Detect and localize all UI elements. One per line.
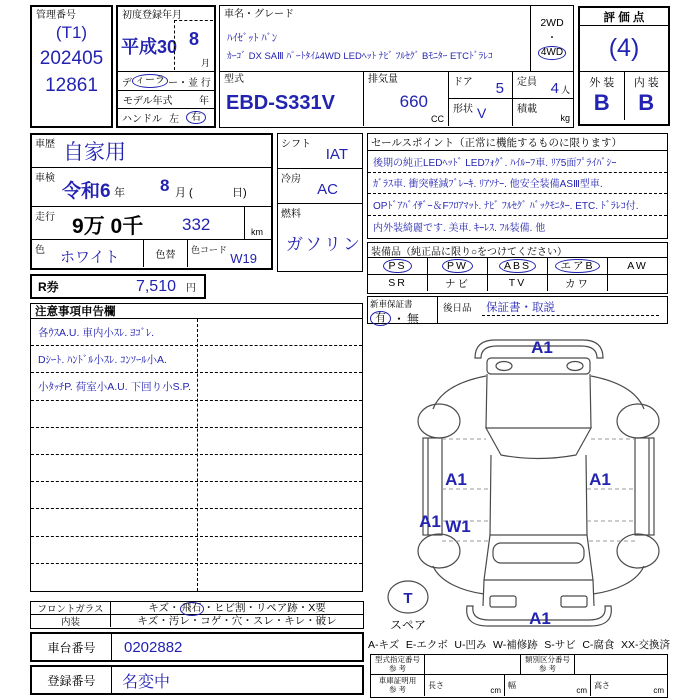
usage-label: 車歴 — [35, 138, 55, 150]
equip-ps-circled: PS — [383, 259, 411, 273]
spare-tire-label: スペア — [389, 618, 427, 632]
dealer-pre: デ — [122, 77, 132, 89]
color-code-value: W19 — [230, 251, 257, 266]
color-label: 色 — [35, 245, 45, 256]
classification-cell — [521, 655, 575, 674]
later-items-label: 後日品 — [443, 303, 472, 314]
exterior-grade-cell — [580, 72, 625, 120]
windshield-glass — [493, 543, 584, 563]
height-unit: cm — [653, 686, 664, 695]
chassis-number-value: 0202882 — [124, 638, 183, 656]
shape-cell — [449, 99, 512, 125]
model-year-label: モデル年式 — [123, 96, 173, 107]
vehicle-name-line1: ﾊｲｾﾞｯﾄ ﾊﾞﾝ — [227, 32, 278, 44]
damage-mark-rear-bumper: A1 — [531, 338, 553, 357]
first-registration-month: 8 — [188, 29, 199, 49]
garage-certificate-label: 車庫証明用 — [378, 676, 417, 685]
interior-grade: B — [638, 90, 655, 115]
history-box — [30, 133, 273, 270]
first-registration-box — [116, 5, 216, 128]
length-unit: cm — [490, 686, 501, 695]
height-label: 高さ — [594, 681, 610, 690]
sales-points-box — [367, 133, 668, 239]
later-items-value: 保証書・取説 — [486, 302, 555, 314]
wheel-front-left — [418, 404, 460, 438]
chassis-number-box — [30, 632, 364, 662]
exterior-label: 外 装 — [589, 77, 615, 89]
mileage-row — [32, 207, 271, 240]
inspection-month-unit: 月 ( — [175, 187, 193, 199]
handle-right-circled: 右 — [186, 111, 206, 125]
recycle-ticket-label: R券 — [38, 280, 59, 294]
control-number-label: 管理番号 — [36, 10, 76, 21]
mileage-unit: km — [251, 227, 263, 237]
damage-mark-left-side: A1 — [445, 470, 467, 489]
reference-label: 参 考 — [538, 663, 557, 673]
note-line: Dｼｰﾄ. ﾊﾝﾄﾞﾙ小ｽﾚ. ｺﾝｿｰﾙ小A. — [31, 346, 362, 373]
sales-point-line: 内外装綺麗です. 美車. ｷｰﾚｽ. ﾌﾙ装備. 他 — [373, 223, 546, 235]
drive-4wd-circled: 4WD — [538, 46, 566, 60]
wheel-rear-right — [617, 534, 659, 568]
color-code-label: 色コード — [191, 245, 228, 255]
fuel-cell — [278, 204, 362, 269]
mileage-rest: 332 — [182, 215, 211, 234]
roof-rear-edge — [486, 428, 591, 459]
hatch-hinge-left — [496, 362, 512, 371]
month-unit: 月 — [200, 58, 210, 68]
sales-point-line: ｶﾞﾗｽ車. 衝突軽減ﾌﾞﾚｰｷ. ﾘｱｿﾅｰ. 他安全装備ASⅢ型車. — [368, 173, 667, 195]
capacity-value: 4 — [550, 80, 559, 97]
notes-box — [30, 303, 363, 592]
mileage-man: 9万 0千 — [72, 215, 144, 238]
note-line: 小ﾀｯﾁP. 荷室小A.U. 下回り小S.P. — [31, 373, 362, 400]
color-code-cell — [187, 240, 271, 267]
inspection-year-unit: 年 — [114, 187, 125, 199]
door-value: 5 — [495, 80, 504, 97]
shape-value: V — [477, 105, 487, 121]
type-designation-cell — [371, 655, 425, 674]
inspection-month: 8 — [160, 176, 170, 195]
model-year-unit: 年 — [199, 96, 209, 107]
interior-condition-label: 内装 — [31, 615, 111, 627]
vehicle-name-line2: ｶｰｺﾞ DX SAⅢ ﾊﾟｰﾄﾀｲﾑ4WD LEDﾍｯﾄ ﾅﾋﾞ ﾌﾙｾｸﾞ Bﾓﾆﾀｰ ETCﾄﾞﾗﾚｺ — [227, 51, 493, 62]
first-registration-label: 初度登録年月 — [122, 10, 182, 21]
control-number-line2: 202405 — [39, 48, 104, 69]
right-rear-fender — [593, 566, 644, 594]
legend-item: A-キズ — [368, 639, 400, 651]
warranty-no: 無 — [407, 312, 420, 326]
damage-legend — [368, 637, 670, 652]
notes-column-divider — [197, 319, 198, 591]
vehicle-name-label: 車名・グレード — [224, 9, 294, 20]
shift-value: IAT — [325, 146, 348, 163]
notes-title: 注意事項申告欄 — [31, 304, 362, 319]
interior-grade-cell — [625, 72, 669, 120]
vehicle-name-cell — [220, 6, 530, 71]
fuel-value: ガソリン — [286, 235, 362, 254]
interior-label: 内 装 — [633, 77, 659, 89]
glass-post: ・ヒビ割・リペア跡・X要 — [203, 602, 326, 615]
width-label: 幅 — [508, 681, 516, 690]
type-designation-label: 型式指定番号 — [375, 655, 420, 664]
dealer-post: ー・並 行 — [168, 77, 211, 89]
handle-label: ハンドル — [122, 114, 162, 125]
dealer-circled: ィーラ — [132, 74, 168, 88]
equip-leather: カワ — [565, 277, 590, 290]
front-glass-label: フロントガラス — [31, 602, 111, 614]
color-value: ホワイト — [60, 249, 120, 266]
type-designation-value — [425, 655, 521, 674]
reference-label: 参 考 — [388, 663, 407, 673]
recycle-ticket-unit: 円 — [186, 283, 196, 294]
displacement-label: 排気量 — [368, 74, 398, 85]
wheel-front-right — [617, 404, 659, 438]
sales-point-line: 後期の純正LEDﾍｯﾄﾞ LEDﾌｫｸﾞ. ﾊｲﾙｰﾌ車. ﾘｱ5面ﾌﾟﾗｲﾊﾞｼｰ — [368, 151, 667, 173]
damage-mark-right-side: A1 — [589, 470, 611, 489]
legend-item: U-凹み — [454, 639, 487, 651]
damage-mark-front-bumper: A1 — [529, 609, 551, 628]
handle-left: 左 — [169, 114, 179, 125]
right-sill-panel — [635, 438, 654, 535]
model-code-value: EBD-S331V — [226, 92, 335, 114]
grade-box — [578, 6, 670, 126]
aircon-label: 冷房 — [281, 174, 301, 185]
shape-label: 形状 — [453, 104, 473, 115]
model-code-label: 型式 — [224, 74, 244, 85]
classification-value — [575, 655, 667, 674]
windshield — [484, 535, 593, 580]
grade-score: (4) — [580, 26, 668, 72]
reference-label: 参 考 — [388, 684, 407, 694]
car-damage-diagram — [370, 328, 670, 636]
note-line: 各ｳｽA.U. 車内小ｽﾚ. ﾖｺﾞﾚ. — [31, 319, 362, 346]
equip-tv: TV — [508, 277, 527, 289]
equip-sr: SR — [388, 277, 407, 289]
drive-2wd: 2WD — [540, 17, 564, 30]
dealer-parallel-row — [118, 72, 214, 91]
usage-row — [32, 135, 271, 168]
later-items-cell — [438, 297, 667, 323]
first-registration-era-year: 平成30 — [121, 37, 178, 57]
glass-stone-chip-circled: 飛石 — [181, 603, 202, 615]
rear-hatch — [487, 358, 590, 374]
equipment-title: 装備品（純正品に限り○をつけてください） — [368, 243, 667, 258]
garage-certificate-cell — [371, 675, 425, 696]
equip-navi: ナビ — [445, 277, 470, 290]
displacement-value: 660 — [399, 92, 428, 111]
warranty-dot: ・ — [393, 312, 406, 326]
hatch-hinge-right — [567, 362, 583, 371]
sales-points-title: セールスポイント（正常に機能するものに限ります） — [368, 134, 667, 151]
registration-number-box — [30, 665, 364, 695]
glass-pre: キズ・ — [148, 602, 180, 615]
warranty-cell — [368, 297, 438, 326]
wheel-rear-left — [418, 534, 460, 568]
recycle-ticket-box — [30, 274, 206, 299]
aircon-value: AC — [317, 181, 338, 198]
capacity-label: 定員 — [517, 77, 537, 88]
spare-tire-mark: T — [403, 590, 413, 607]
grade-label: 評 価 点 — [580, 8, 668, 26]
color-row — [32, 240, 271, 267]
equipment-box — [367, 242, 668, 294]
drive-dot: ・ — [546, 32, 558, 45]
later-items-underline — [482, 315, 659, 316]
panel-fold-lines — [442, 439, 635, 541]
exterior-grade: B — [593, 90, 610, 115]
drive-type-cell — [530, 6, 573, 71]
recycle-ticket-value: 7,510 — [135, 277, 176, 295]
inspection-row — [32, 168, 271, 207]
spec-box — [277, 133, 363, 272]
classification-label: 類別区分番号 — [525, 655, 570, 664]
equip-pw-circled: PW — [442, 259, 473, 273]
payload-unit: kg — [560, 113, 570, 123]
damage-mark-left-repair: W1 — [445, 517, 471, 536]
displacement-cell — [364, 72, 449, 126]
capacity-unit: 人 — [560, 85, 570, 95]
reference-table — [370, 654, 668, 698]
registration-number-value: 名変中 — [122, 673, 171, 691]
mileage-label: 走行 — [35, 212, 55, 223]
glass-interior-box — [30, 601, 364, 629]
headlight-left — [490, 596, 516, 607]
usage-value: 自家用 — [63, 141, 126, 164]
left-rear-fender — [433, 566, 484, 594]
displacement-unit: CC — [431, 114, 444, 124]
height-cell — [591, 675, 667, 696]
registration-number-label: 登録番号 — [32, 667, 112, 693]
aircon-cell — [278, 169, 362, 204]
vehicle-name-box — [219, 5, 574, 128]
payload-label: 積載 — [517, 104, 537, 115]
equip-abs-circled: ABS — [499, 259, 536, 273]
inspection-label: 車検 — [35, 173, 55, 184]
door-cell — [449, 72, 512, 99]
warranty-yes-circled: 有 — [370, 311, 391, 326]
headlight-right — [561, 596, 587, 607]
sales-point-line: OPﾄﾞｱﾊﾞｲｻﾞｰ＆Fﾌﾛｱﾏｯﾄ. ﾅﾋﾞ ﾌﾙｾｸﾞ ﾊﾞｯｸﾓﾆﾀｰ. ETC. ﾄﾞﾗﾚｺ付. — [368, 194, 667, 216]
model-year-row — [118, 91, 214, 109]
color-change-label: 色替 — [143, 240, 187, 267]
legend-item: W-補修跡 — [493, 639, 538, 651]
handle-row — [118, 109, 214, 126]
legend-item: XX-交換済 — [620, 639, 670, 651]
first-registration-month-cell — [174, 20, 213, 70]
inspection-era: 令和6 — [62, 181, 111, 202]
warranty-box — [367, 296, 668, 324]
payload-cell — [513, 99, 573, 125]
shift-label: シフト — [281, 139, 311, 150]
inspection-day-unit: 日) — [232, 187, 247, 199]
fuel-label: 燃料 — [281, 209, 301, 220]
warranty-label: 新車保証書 — [370, 299, 413, 309]
legend-item: E-エクボ — [405, 639, 448, 651]
equip-aw: AW — [627, 260, 648, 272]
chassis-number-label: 車台番号 — [32, 634, 112, 660]
control-number-line3: 12861 — [45, 75, 98, 96]
length-label: 長さ — [428, 681, 444, 690]
legend-item: S-サビ — [544, 639, 576, 651]
interior-condition-options: キズ・汚レ・コゲ・穴・スレ・キレ・破レ — [137, 615, 337, 628]
control-number-box — [30, 5, 113, 128]
capacity-cell — [513, 72, 573, 99]
door-label: ドア — [453, 77, 473, 88]
width-unit: cm — [576, 686, 587, 695]
control-number-line1: (T1) — [55, 23, 88, 42]
width-cell — [505, 675, 591, 696]
shift-cell — [278, 134, 362, 169]
equip-airbag-circled: エアB — [555, 259, 599, 273]
length-cell — [425, 675, 505, 696]
damage-mark-left-sill: A1 — [419, 512, 441, 531]
model-code-cell — [220, 72, 364, 126]
legend-item: C-腐食 — [582, 639, 615, 651]
